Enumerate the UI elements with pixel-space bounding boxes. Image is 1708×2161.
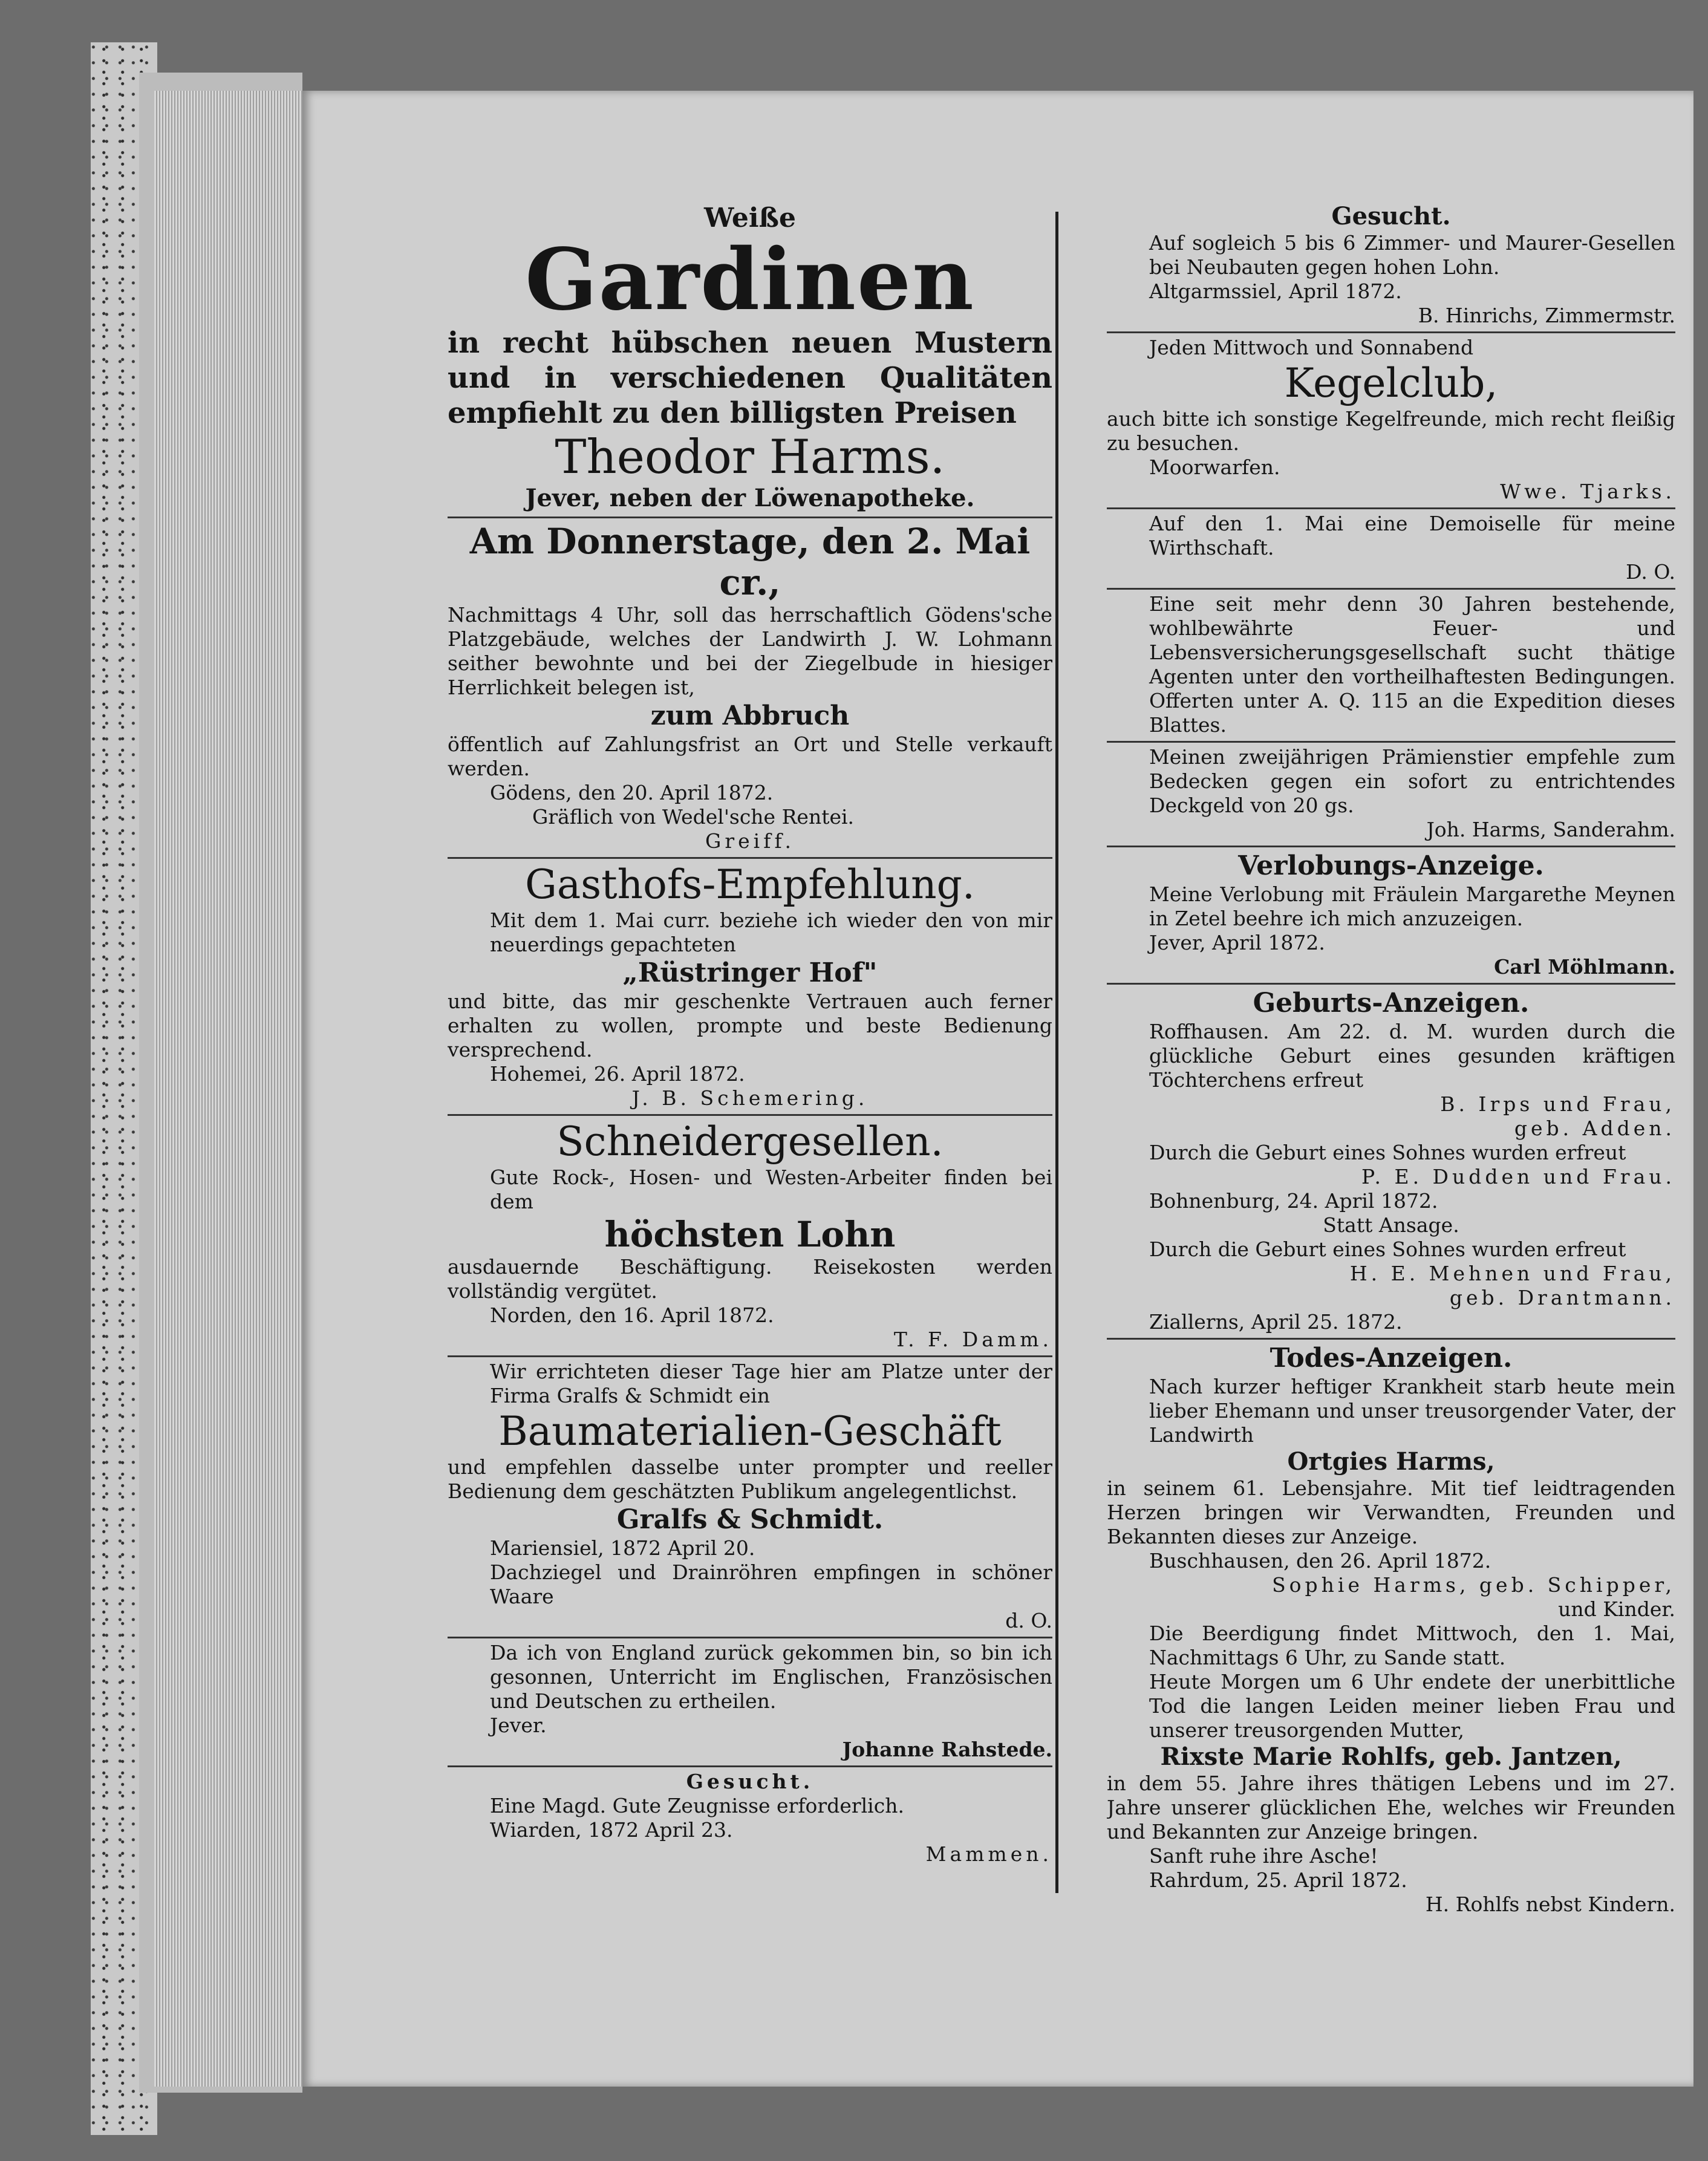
ad-kegelclub — [1107, 333, 1675, 509]
abbruch-sign: Greiff. — [705, 829, 795, 853]
baumaterial-sign: Gralfs & Schmidt. — [616, 1504, 884, 1535]
todes-b-name: Rixste Marie Rohlfs, geb. Jantzen, — [1160, 1742, 1622, 1771]
abbruch-heading: Am Donnerstage, den 2. Mai cr., — [469, 521, 1031, 603]
stier-body: Meinen zweijährigen Prämienstier empfehle zum Bedecken gegen ein sofort zu entrichtendes Deckgeld von 20 gs. — [1149, 745, 1675, 817]
unterricht-place: Jever. — [490, 1713, 547, 1737]
geburt-a-body: Roffhausen. Am 22. d. M. wurden durch die glückliche Geburt eines gesunden kräftigen Töchterchens erfreut — [1149, 1020, 1675, 1092]
todes-b-place: Rahrdum, 25. April 1872. — [1149, 1868, 1407, 1892]
gardinen-address: Jever, neben der Löwenapotheke. — [525, 484, 975, 512]
verlobung-title: Verlobungs-Anzeige. — [1238, 850, 1544, 881]
left-column — [448, 200, 1052, 2032]
abbruch-org: Gräflich von Wedel'sche Rentei. — [532, 805, 855, 829]
baumaterial-extra: Dachziegel und Drainröhren empfingen in schöner Waare — [490, 1560, 1052, 1608]
column-divider — [1055, 212, 1058, 1893]
gesucht-title: Gesucht. — [1331, 202, 1451, 230]
abbruch-body2: öffentlich auf Zahlungsfrist an Ort und Stelle verkauft werden. — [448, 732, 1052, 780]
ad-gardinen — [448, 200, 1052, 518]
todes-a-name: Ortgies Harms, — [1287, 1447, 1495, 1476]
ad-abbruch — [448, 518, 1052, 859]
todes-title: Todes-Anzeigen. — [1270, 1343, 1513, 1374]
baumaterial-extra-sign: d. O. — [1005, 1609, 1052, 1632]
geburt-c-sign2: geb. Drantmann. — [1449, 1286, 1675, 1309]
geburt-c-sign: H. E. Mehnen und Frau, — [1349, 1262, 1675, 1285]
baumaterial-body2: und empfehlen dasselbe unter prompter und reeller Bedienung dem geschätzten Publikum angelegentlichst. — [448, 1455, 1052, 1503]
abbruch-body: Nachmittags 4 Uhr, soll das herrschaftlich Gödens'sche Platzgebäude, welches der Landwirth J. W. Lohmann seither bewohnte und bei der Ziegelbude in hiesiger Herrlichkeit belegen ist, — [448, 603, 1052, 699]
demoiselle-sign: D. O. — [1626, 560, 1675, 584]
todes-a-place: Buschhausen, den 26. April 1872. — [1149, 1549, 1491, 1573]
baumaterial-title: Baumaterialien-Geschäft — [498, 1408, 1002, 1455]
gardinen-kicker: Weiße — [704, 203, 796, 233]
page-edges — [154, 91, 305, 2087]
stier-sign: Joh. Harms, Sanderahm. — [1426, 818, 1675, 841]
gesucht-place-date: Altgarmssiel, April 1872. — [1149, 279, 1402, 303]
ad-schneider — [448, 1116, 1052, 1357]
gasthof-title: Gasthofs-Empfehlung. — [525, 861, 975, 908]
gasthof-name: „Rüstringer Hof" — [622, 957, 878, 988]
geburt-a-sign: B. Irps und Frau, — [1440, 1092, 1675, 1116]
ad-magd — [448, 1767, 1052, 1870]
magd-body: Eine Magd. Gute Zeugnisse erforderlich. — [490, 1794, 904, 1817]
magd-place-date: Wiarden, 1872 April 23. — [490, 1818, 733, 1842]
todes-a-sign2: und Kinder. — [1558, 1597, 1675, 1621]
schneider-body2: ausdauernde Beschäftigung. Reisekosten werden vollständig vergütet. — [448, 1255, 1052, 1303]
schneider-title: Schneidergesellen. — [556, 1118, 944, 1165]
verlobung-body: Meine Verlobung mit Fräulein Margarethe Meynen in Zetel beehre ich mich anzuzeigen. — [1149, 882, 1675, 930]
ad-demoiselle — [1107, 509, 1675, 590]
gasthof-body: Mit dem 1. Mai curr. beziehe ich wieder den von mir neuerdings gepachteten — [490, 908, 1052, 956]
unterricht-body: Da ich von England zurück gekommen bin, so bin ich gesonnen, Unterricht im Englischen, Französischen und Deutschen zu ertheilen. — [490, 1641, 1052, 1713]
abbruch-place-date: Gödens, den 20. April 1872. — [490, 781, 774, 804]
todes-b-body2: in dem 55. Jahre ihres thätigen Lebens und im 27. Jahre unserer glücklichen Ehe, welches wir Freunden und Bekannten zur Anzeige bringen. — [1107, 1771, 1675, 1843]
ad-stier — [1107, 743, 1675, 847]
ad-todes — [1107, 1340, 1675, 1920]
right-column — [1107, 200, 1675, 2032]
kegel-pre: Jeden Mittwoch und Sonnabend — [1149, 336, 1474, 359]
gasthof-place-date: Hohemei, 26. April 1872. — [490, 1062, 745, 1086]
schneider-sign: T. F. Damm. — [893, 1328, 1052, 1351]
demoiselle-body: Auf den 1. Mai eine Demoiselle für meine Wirthschaft. — [1149, 512, 1675, 559]
geburt-b-place: Bohnenburg, 24. April 1872. — [1149, 1189, 1438, 1213]
ad-gesucht — [1107, 200, 1675, 333]
gardinen-title: Gardinen — [525, 230, 975, 330]
todes-a-body2: in seinem 61. Lebensjahre. Mit tief leidtragenden Herzen bringen wir Verwandten, Freunden und Bekannten dieses zur Anzeige. — [1107, 1476, 1675, 1548]
kegel-sign: Wwe. Tjarks. — [1500, 480, 1675, 503]
kegel-title: Kegelclub, — [1284, 360, 1498, 406]
todes-b-sign: H. Rohlfs nebst Kindern. — [1425, 1892, 1675, 1916]
gesucht-sign: B. Hinrichs, Zimmermstr. — [1418, 304, 1675, 327]
geburt-b-body: Durch die Geburt eines Sohnes wurden erfreut — [1149, 1141, 1626, 1164]
todes-b-body: Heute Morgen um 6 Uhr endete der unerbittliche Tod die langen Leiden meiner lieben Frau und unserer treusorgenden Mutter, — [1149, 1670, 1675, 1742]
todes-a-body: Nach kurzer heftiger Krankheit starb heute mein lieber Ehemann und unser treusorgender Vater, der Landwirth — [1149, 1375, 1675, 1447]
abbruch-emph: zum Abbruch — [650, 700, 850, 731]
geburt-title: Geburts-Anzeigen. — [1253, 988, 1530, 1019]
geburt-b-sign: P. E. Dudden und Frau. — [1361, 1165, 1675, 1188]
newspaper-page — [302, 91, 1693, 2087]
gesucht-body: Auf sogleich 5 bis 6 Zimmer- und Maurer-Gesellen bei Neubauten gegen hohen Lohn. — [1149, 231, 1675, 279]
ad-baumaterial — [448, 1357, 1052, 1638]
versicherung-body: Eine seit mehr denn 30 Jahren bestehende, wohlbewährte Feuer- und Lebensversicherungsgesellschaft sucht thätige Agenten unter den vortheilhaftesten Bedingungen. Offerten unter A. Q. 115 an die Expedition dieses Blattes. — [1149, 592, 1675, 737]
magd-sign: Mammen. — [925, 1842, 1052, 1866]
baumaterial-body: Wir errichteten dieser Tage hier am Platze unter der Firma Gralfs & Schmidt ein — [490, 1360, 1052, 1407]
verlobung-sign: Carl Möhlmann. — [1494, 955, 1675, 979]
todes-b-rip: Sanft ruhe ihre Asche! — [1149, 1844, 1378, 1868]
schneider-place-date: Norden, den 16. April 1872. — [490, 1303, 774, 1327]
gardinen-name: Theodor Harms. — [555, 430, 945, 484]
baumaterial-place-date: Mariensiel, 1872 April 20. — [490, 1536, 755, 1560]
verlobung-place-date: Jever, April 1872. — [1149, 931, 1325, 954]
ad-versicherung — [1107, 590, 1675, 743]
geburt-a-sign2: geb. Adden. — [1514, 1116, 1675, 1140]
schneider-body: Gute Rock-, Hosen- und Westen-Arbeiter finden bei dem — [490, 1165, 1052, 1213]
ad-gasthof — [448, 859, 1052, 1116]
ad-verlobung — [1107, 847, 1675, 985]
gasthof-body2: und bitte, das mir geschenkte Vertrauen auch ferner erhalten zu wollen, prompte und beste Bedienung versprechend. — [448, 989, 1052, 1061]
ad-unterricht — [448, 1638, 1052, 1767]
schneider-emph: höchsten Lohn — [604, 1214, 896, 1255]
unterricht-sign: Johanne Rahstede. — [842, 1738, 1052, 1761]
gasthof-sign: J. B. Schemering. — [631, 1086, 869, 1110]
kegel-body: auch bitte ich sonstige Kegelfreunde, mich recht fleißig zu besuchen. — [1107, 407, 1675, 455]
todes-a-sign: Sophie Harms, geb. Schipper, — [1272, 1573, 1675, 1597]
gardinen-body: in recht hübschen neuen Mustern und in verschiedenen Qualitäten empfiehlt zu den billigsten Preisen — [448, 326, 1052, 430]
magd-title: Gesucht. — [686, 1770, 814, 1793]
todes-a-note: Die Beerdigung findet Mittwoch, den 1. Mai, Nachmittags 6 Uhr, zu Sande statt. — [1149, 1622, 1675, 1669]
geburt-c-pre: Statt Ansage. — [1323, 1213, 1459, 1237]
ad-geburt — [1107, 985, 1675, 1340]
geburt-c-place: Ziallerns, April 25. 1872. — [1149, 1310, 1403, 1334]
kegel-place: Moorwarfen. — [1149, 455, 1280, 479]
geburt-c-body: Durch die Geburt eines Sohnes wurden erfreut — [1149, 1237, 1626, 1261]
